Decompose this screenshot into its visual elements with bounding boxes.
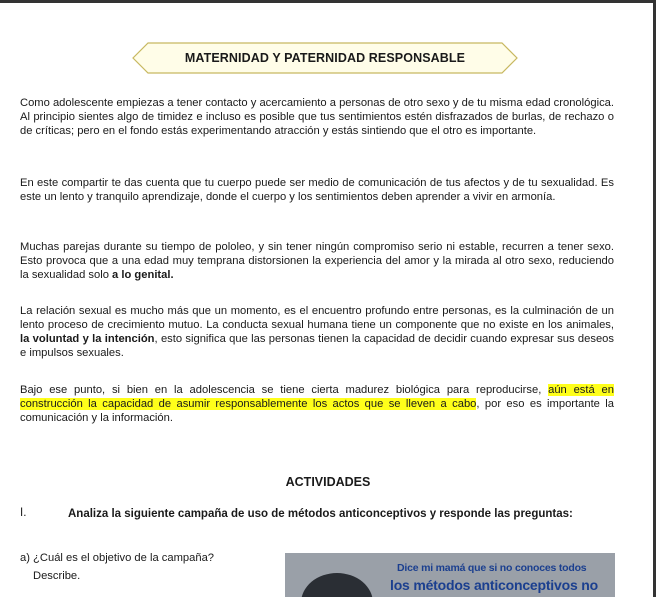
paragraph-4 (20, 304, 614, 360)
title-banner (132, 42, 518, 74)
paragraph-5-text-start: Bajo ese punto, si bien en la adolescencia se tiene cierta madurez biológica para reproducirse, (20, 384, 549, 396)
paragraph-1: Como adolescente empiezas a tener contacto y acercamiento a personas de otro sexo y de tu misma edad cronológica. Al principio sientes algo de timidez e incluso es posible que tus sentimientos estén disfrazados de burlas, de rechazo o de críticas; pero en el fondo estás experimentando atracción y estás sintiendo que el otro es importante. (20, 97, 614, 137)
campaign-text-line-1: Dice mi mamá que si no conoces todos (397, 562, 587, 574)
activity-item-number: I. (20, 507, 27, 519)
document-title: MATERNIDAD Y PATERNIDAD RESPONSABLE (184, 51, 466, 65)
campaign-image (285, 553, 615, 597)
paragraph-5-text-end: , por eso es importante la comunicación y la información. (20, 398, 614, 424)
paragraph-3 (20, 240, 614, 282)
paragraph-4-text-end: , esto significa que las personas tienen la capacidad de decidir cuando expresar sus deseos e impulsos sexuales. (20, 333, 614, 359)
paragraph-2: En este compartir te das cuenta que tu cuerpo puede ser medio de comunicación de tus afectos y de tu sexualidad. Es este un lento y tranquilo aprendizaje, donde el cuerpo y los sentimientos deben aprender a vivir en armonía. (20, 177, 614, 203)
paragraph-3-bold: a lo genital. (112, 269, 174, 281)
paragraph-3-text: Muchas parejas durante su tiempo de pololeo, y sin tener ningún compromiso serio ni estable, recurren a tener sexo. Esto provoca que a una edad muy temprana distorsionen la experiencia del amor y la mirada al otro sexo, reduciendo la sexualidad solo (20, 241, 614, 281)
activities-heading: ACTIVIDADES (285, 475, 371, 489)
campaign-silhouette (301, 573, 373, 597)
page-top-border (0, 0, 656, 3)
campaign-text-line-2: los métodos anticonceptivos no (390, 577, 598, 593)
paragraph-4-bold: la voluntad y la intención (20, 333, 155, 345)
paragraph-4-text-start: La relación sexual es mucho más que un momento, es el encuentro profundo entre personas, es la culminación de un lento proceso de crecimiento mutuo. La conducta sexual humana tiene un componente que no existe en los animales, (20, 305, 614, 331)
question-a-describe: Describe. (33, 570, 81, 582)
paragraph-5 (20, 383, 614, 425)
paragraph-5-highlight: aún está en construcción la capacidad de asumir responsablemente los actos que se lleven a cabo (20, 384, 614, 410)
activity-item-text: Analiza la siguiente campaña de uso de métodos anticonceptivos y responde las preguntas: (68, 508, 573, 520)
question-a: a) ¿Cuál es el objetivo de la campaña? (20, 552, 215, 564)
